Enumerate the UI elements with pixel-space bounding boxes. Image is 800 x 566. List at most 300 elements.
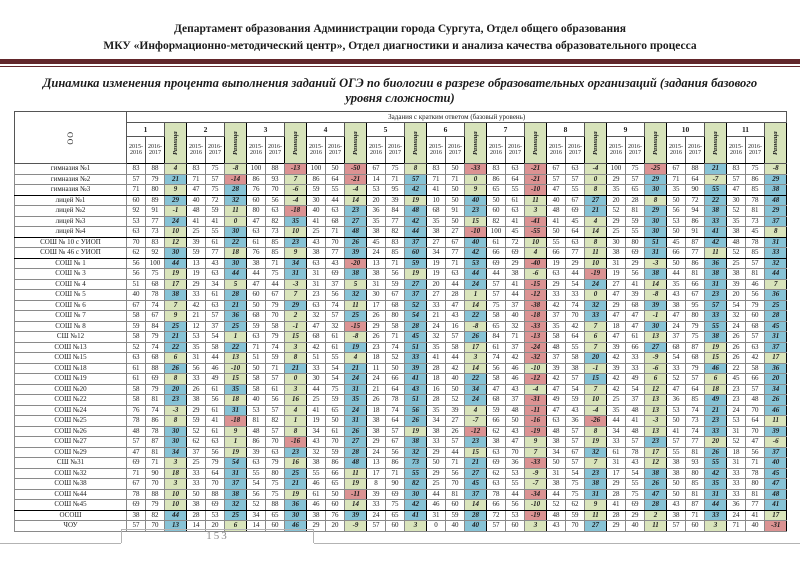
diff-cell: 24	[345, 374, 367, 385]
value-cell-year1: 29	[607, 216, 626, 227]
value-cell-year1: 32	[427, 332, 446, 343]
value-cell-year2: 56	[266, 195, 285, 206]
value-cell-year1: 66	[667, 248, 686, 259]
value-cell-year1: 24	[667, 321, 686, 332]
diff-cell: 3	[405, 521, 427, 532]
diff-cell: 33	[765, 248, 787, 259]
value-cell-year2: 79	[266, 332, 285, 343]
value-cell-year2: 44	[326, 195, 345, 206]
diff-cell: 23	[285, 447, 307, 458]
value-cell-year2: 63	[326, 206, 345, 217]
value-cell-year2: 93	[686, 458, 705, 469]
value-cell-year2: 50	[446, 195, 465, 206]
diff-cell: 11	[525, 195, 547, 206]
diff-cell: 41	[765, 500, 787, 511]
value-cell-year1: 39	[607, 342, 626, 353]
diff-cell: -15	[345, 321, 367, 332]
diff-cell: 25	[285, 468, 307, 479]
value-cell-year2: 75	[686, 332, 705, 343]
value-cell-year1: 24	[367, 374, 386, 385]
value-cell-year2: 86	[146, 416, 165, 427]
diff-cell: -10	[525, 500, 547, 511]
value-cell-year2: 37	[506, 342, 525, 353]
value-cell-year2: 49	[206, 374, 225, 385]
school-name-cell: СОШ № 3	[15, 269, 127, 280]
value-cell-year2: 75	[626, 489, 645, 500]
diff-cell: 28	[765, 311, 787, 322]
diff-cell: 13	[645, 332, 667, 343]
diff-cell: 30	[405, 489, 427, 500]
diff-cell: -4	[585, 405, 607, 416]
diff-cell: -9	[345, 521, 367, 532]
value-cell-year1: 24	[367, 447, 386, 458]
value-cell-year2: 85	[266, 248, 285, 259]
value-cell-year1: 11	[367, 363, 386, 374]
value-cell-year2: 78	[386, 395, 405, 406]
value-cell-year2: 75	[746, 164, 765, 175]
value-cell-year1: 35	[667, 279, 686, 290]
diff-cell: -12	[465, 426, 487, 437]
diff-cell: 25	[345, 311, 367, 322]
diff-cell: 31	[345, 416, 367, 427]
value-cell-year1: 57	[367, 521, 386, 532]
diff-cell: 1	[225, 437, 247, 448]
value-cell-year1: 69	[487, 258, 506, 269]
value-cell-year1: 38	[667, 510, 686, 521]
value-cell-year2: 38	[506, 269, 525, 280]
diff-cell: -4	[285, 195, 307, 206]
value-cell-year1: 66	[487, 500, 506, 511]
value-cell-year1: 53	[667, 405, 686, 416]
diff-cell: 23	[345, 206, 367, 217]
value-cell-year2: 77	[326, 248, 345, 259]
footer-rule-right	[314, 543, 800, 544]
diff-cell: 9	[225, 426, 247, 437]
page-number-tab	[121, 529, 314, 543]
value-cell-year1: 51	[127, 279, 146, 290]
value-cell-year1: 33	[727, 468, 746, 479]
value-cell-year1: 17	[367, 300, 386, 311]
value-cell-year2: 41	[206, 416, 225, 427]
school-name-cell: СОШ № 1	[15, 258, 127, 269]
value-cell-year2: 83	[386, 237, 405, 248]
value-cell-year1: 35	[427, 216, 446, 227]
value-cell-year2: 71	[506, 332, 525, 343]
diff-cell: -18	[225, 416, 247, 427]
year2-header: 2016-2017	[326, 137, 345, 164]
value-cell-year2: 48	[746, 395, 765, 406]
value-cell-year2: 64	[566, 227, 585, 238]
diff-cell: 37	[765, 342, 787, 353]
table-row	[15, 185, 787, 196]
value-cell-year1: 37	[667, 332, 686, 343]
school-name-cell: лицей №4	[15, 227, 127, 238]
value-cell-year1: 10	[427, 195, 446, 206]
diff-header: Разница	[765, 123, 787, 164]
value-cell-year2: 43	[506, 426, 525, 437]
diff-cell: 29	[645, 174, 667, 185]
value-cell-year1: 76	[127, 405, 146, 416]
diff-cell: 19	[705, 342, 727, 353]
value-cell-year2: 70	[266, 311, 285, 322]
value-cell-year1: 54	[667, 353, 686, 364]
diff-cell: 12	[645, 458, 667, 469]
year1-header: 2015-2016	[667, 137, 686, 164]
value-cell-year2: 59	[446, 510, 465, 521]
diff-cell: 17	[765, 510, 787, 521]
value-cell-year2: 63	[746, 342, 765, 353]
value-cell-year2: 67	[146, 311, 165, 322]
value-cell-year1: 59	[487, 405, 506, 416]
value-cell-year1: 58	[127, 395, 146, 406]
value-cell-year1: 38	[187, 395, 206, 406]
value-cell-year2: 42	[446, 363, 465, 374]
diff-cell: 44	[165, 510, 187, 521]
diff-cell: 38	[345, 269, 367, 280]
diff-cell: 6	[585, 332, 607, 343]
value-cell-year1: 33	[367, 500, 386, 511]
value-cell-year2: 48	[506, 405, 525, 416]
value-cell-year1: 71	[427, 174, 446, 185]
diff-cell: 19	[585, 437, 607, 448]
value-cell-year1: 26	[187, 384, 206, 395]
value-cell-year1: 38	[307, 510, 326, 521]
value-cell-year1: 50	[667, 227, 686, 238]
diff-cell: 1	[225, 332, 247, 343]
value-cell-year1: 44	[667, 269, 686, 280]
value-cell-year1: 31	[427, 510, 446, 521]
diff-cell: -10	[465, 227, 487, 238]
divider-bar-thin	[0, 66, 800, 67]
diff-cell: 22	[165, 342, 187, 353]
value-cell-year1: 42	[547, 300, 566, 311]
value-cell-year2: 64	[566, 332, 585, 343]
school-name-cell: СОШ №18	[15, 363, 127, 374]
value-cell-year2: 28	[446, 290, 465, 301]
diff-cell: 16	[285, 395, 307, 406]
diff-cell: 14	[345, 500, 367, 511]
diff-cell: 8	[585, 185, 607, 196]
value-cell-year1: 43	[307, 237, 326, 248]
diff-cell: 44	[465, 269, 487, 280]
value-cell-year1: 26	[367, 332, 386, 343]
value-cell-year1: 86	[247, 174, 266, 185]
value-cell-year2: 70	[326, 437, 345, 448]
diff-cell: 34	[465, 384, 487, 395]
value-cell-year2: 86	[746, 174, 765, 185]
value-cell-year2: 85	[686, 479, 705, 490]
value-cell-year2: 61	[206, 405, 225, 416]
value-cell-year2: 66	[746, 374, 765, 385]
diff-cell: 3	[525, 206, 547, 217]
task-number-header: 5	[367, 123, 405, 137]
value-cell-year1: 72	[487, 510, 506, 521]
diff-cell: 4	[525, 248, 547, 259]
value-cell-year2: 57	[446, 332, 465, 343]
value-cell-year2: 60	[446, 500, 465, 511]
value-cell-year1: 57	[127, 174, 146, 185]
value-cell-year1: 24	[727, 405, 746, 416]
task-number-header: 11	[727, 123, 765, 137]
document-header	[0, 0, 800, 55]
diff-cell: 29	[765, 174, 787, 185]
value-cell-year1: 78	[127, 416, 146, 427]
diff-cell: 26	[345, 426, 367, 437]
value-cell-year1: 31	[607, 258, 626, 269]
diff-cell: 38	[405, 437, 427, 448]
value-cell-year1: 52	[667, 374, 686, 385]
diff-cell: 32	[585, 447, 607, 458]
diff-cell: 28	[405, 321, 427, 332]
value-cell-year2: 57	[746, 384, 765, 395]
diff-cell: 1	[285, 416, 307, 427]
value-cell-year1: 63	[307, 300, 326, 311]
value-cell-year2: 46	[506, 363, 525, 374]
school-name-cell: СОШ № 46 с УИОП	[15, 248, 127, 259]
diff-cell: 11	[345, 468, 367, 479]
diff-cell: 17	[645, 447, 667, 458]
value-cell-year2: 63	[206, 269, 225, 280]
value-cell-year2: 61	[206, 237, 225, 248]
diff-cell: -4	[525, 384, 547, 395]
value-cell-year1: 52	[127, 342, 146, 353]
value-cell-year1: 17	[367, 468, 386, 479]
value-cell-year1: 58	[127, 384, 146, 395]
value-cell-year2: 85	[686, 395, 705, 406]
diff-cell: 10	[165, 489, 187, 500]
diff-cell: 7	[285, 290, 307, 301]
diff-cell: 0	[585, 290, 607, 301]
value-cell-year2: 70	[506, 447, 525, 458]
value-cell-year1: 47	[247, 279, 266, 290]
value-cell-year2: 82	[146, 510, 165, 521]
value-cell-year1: 38	[307, 248, 326, 259]
diff-cell: 35	[225, 384, 247, 395]
year1-header: 2015-2016	[127, 137, 146, 164]
value-cell-year2: 63	[206, 437, 225, 448]
value-cell-year1: 21	[367, 384, 386, 395]
value-cell-year2: 72	[686, 195, 705, 206]
diff-cell: 11	[225, 206, 247, 217]
value-cell-year2: 79	[146, 332, 165, 343]
value-cell-year1: 50	[667, 258, 686, 269]
value-cell-year1: 17	[607, 468, 626, 479]
table-row	[15, 290, 787, 301]
value-cell-year1: 54	[247, 479, 266, 490]
value-cell-year2: 81	[446, 489, 465, 500]
diff-cell: 38	[705, 206, 727, 217]
value-cell-year2: 71	[386, 174, 405, 185]
diff-cell: 9	[585, 500, 607, 511]
value-cell-year1: 33	[727, 479, 746, 490]
diff-cell: 23	[465, 437, 487, 448]
value-cell-year2: 54	[626, 384, 645, 395]
diff-cell: 40	[465, 237, 487, 248]
value-cell-year1: 81	[247, 416, 266, 427]
diff-cell: 45	[765, 321, 787, 332]
value-cell-year2: 59	[566, 395, 585, 406]
value-cell-year2: 56	[386, 269, 405, 280]
value-cell-year1: 39	[247, 447, 266, 458]
diff-cell: 10	[285, 227, 307, 238]
value-cell-year2: 42	[746, 353, 765, 364]
value-cell-year1: 23	[307, 290, 326, 301]
diff-cell: 17	[765, 353, 787, 364]
value-cell-year1: 47	[727, 185, 746, 196]
value-cell-year1: 71	[727, 521, 746, 532]
value-cell-year2: 57	[386, 426, 405, 437]
value-cell-year2: 81	[686, 489, 705, 500]
value-cell-year1: 61	[607, 447, 626, 458]
diff-cell: 21	[345, 363, 367, 374]
value-cell-year1: 57	[127, 437, 146, 448]
value-cell-year1: 20	[367, 195, 386, 206]
value-cell-year1: 24	[427, 321, 446, 332]
diff-cell: 36	[285, 500, 307, 511]
year1-header: 2015-2016	[367, 137, 386, 164]
diff-cell: -38	[525, 300, 547, 311]
value-cell-year2: 64	[386, 384, 405, 395]
value-cell-year1: 86	[247, 437, 266, 448]
year2-header: 2016-2017	[146, 137, 165, 164]
diff-cell: 55	[705, 185, 727, 196]
value-cell-year2: 50	[446, 216, 465, 227]
value-cell-year2: 43	[446, 311, 465, 322]
value-cell-year2: 63	[266, 206, 285, 217]
value-cell-year2: 56	[746, 290, 765, 301]
value-cell-year1: 47	[547, 405, 566, 416]
diff-cell: 46	[765, 405, 787, 416]
value-cell-year2: 71	[746, 458, 765, 469]
value-cell-year1: 62	[127, 248, 146, 259]
diff-cell: -12	[525, 374, 547, 385]
value-cell-year2: 75	[206, 164, 225, 175]
value-cell-year1: 58	[247, 384, 266, 395]
value-cell-year1: 38	[607, 248, 626, 259]
value-cell-year1: 18	[607, 321, 626, 332]
value-cell-year2: 71	[146, 458, 165, 469]
value-cell-year1: 76	[247, 185, 266, 196]
value-cell-year1: 71	[127, 468, 146, 479]
school-name-cell: СОШ № 5	[15, 290, 127, 301]
value-cell-year2: 90	[386, 479, 405, 490]
task-number-header: 9	[607, 123, 645, 137]
value-cell-year1: 30	[607, 237, 626, 248]
value-cell-year2: 80	[266, 468, 285, 479]
value-cell-year2: 59	[626, 216, 645, 227]
diff-cell: 4	[585, 216, 607, 227]
diff-cell: 5	[225, 279, 247, 290]
value-cell-year1: 41	[187, 216, 206, 227]
value-cell-year2: 63	[446, 269, 465, 280]
value-cell-year2: 70	[146, 479, 165, 490]
diff-cell: -8	[345, 332, 367, 343]
value-cell-year1: 31	[547, 468, 566, 479]
diff-cell: 27	[585, 521, 607, 532]
value-cell-year1: 58	[487, 311, 506, 322]
diff-cell: 36	[765, 363, 787, 374]
value-cell-year2: 78	[746, 468, 765, 479]
value-cell-year1: 40	[307, 206, 326, 217]
value-cell-year1: 86	[307, 174, 326, 185]
value-cell-year1: 82	[487, 216, 506, 227]
value-cell-year2: 91	[686, 227, 705, 238]
diff-cell: 40	[465, 195, 487, 206]
value-cell-year2: 64	[686, 174, 705, 185]
value-cell-year2: 61	[266, 384, 285, 395]
value-cell-year1: 29	[367, 437, 386, 448]
value-cell-year2: 77	[446, 248, 465, 259]
value-cell-year2: 27	[446, 416, 465, 427]
diff-cell: 37	[465, 489, 487, 500]
value-cell-year1: 24	[727, 321, 746, 332]
diff-cell: 57	[405, 174, 427, 185]
value-cell-year2: 68	[746, 321, 765, 332]
value-cell-year2: 75	[146, 269, 165, 280]
table-row	[15, 353, 787, 364]
value-cell-year1: 67	[367, 164, 386, 175]
diff-cell: 47	[645, 489, 667, 500]
value-cell-year1: 66	[487, 248, 506, 259]
value-cell-year2: 79	[266, 458, 285, 469]
value-cell-year1: 13	[187, 258, 206, 269]
value-cell-year1: 48	[547, 342, 566, 353]
value-cell-year2: 74	[686, 426, 705, 437]
diff-cell: 26	[765, 395, 787, 406]
value-cell-year2: 67	[566, 195, 585, 206]
value-cell-year1: 23	[727, 395, 746, 406]
value-cell-year2: 50	[446, 164, 465, 175]
value-cell-year1: 29	[607, 174, 626, 185]
value-cell-year2: 37	[626, 395, 645, 406]
value-cell-year2: 90	[146, 468, 165, 479]
diff-cell: 42	[405, 185, 427, 196]
diff-cell: 40	[765, 458, 787, 469]
value-cell-year2: 55	[326, 353, 345, 364]
value-cell-year1: 57	[127, 521, 146, 532]
diff-cell: 7	[585, 342, 607, 353]
diff-cell: 13	[645, 395, 667, 406]
year2-header: 2016-2017	[566, 137, 585, 164]
value-cell-year2: 75	[266, 479, 285, 490]
value-cell-year1: 41	[427, 185, 446, 196]
diff-cell: 31	[765, 332, 787, 343]
value-cell-year1: 30	[307, 374, 326, 385]
value-cell-year2: 88	[266, 164, 285, 175]
value-cell-year2: 43	[506, 384, 525, 395]
diff-cell: 53	[465, 258, 487, 269]
value-cell-year1: 42	[607, 374, 626, 385]
diff-cell: 30	[225, 227, 247, 238]
diff-cell: 11	[345, 300, 367, 311]
diff-cell: 42	[405, 500, 427, 511]
value-cell-year2: 79	[746, 300, 765, 311]
value-cell-year2: 46	[506, 374, 525, 385]
diff-cell: 28	[465, 510, 487, 521]
value-cell-year1: 100	[307, 164, 326, 175]
diff-cell: 28	[345, 447, 367, 458]
diff-cell: -18	[285, 206, 307, 217]
value-cell-year2: 68	[146, 279, 165, 290]
value-cell-year1: 46	[307, 500, 326, 511]
table-row	[15, 206, 787, 217]
diff-cell: 19	[405, 426, 427, 437]
diff-cell: 33	[705, 311, 727, 322]
value-cell-year2: 58	[446, 342, 465, 353]
table-row	[15, 195, 787, 206]
school-name-cell: СОШ № 6	[15, 300, 127, 311]
diff-cell: 3	[465, 353, 487, 364]
